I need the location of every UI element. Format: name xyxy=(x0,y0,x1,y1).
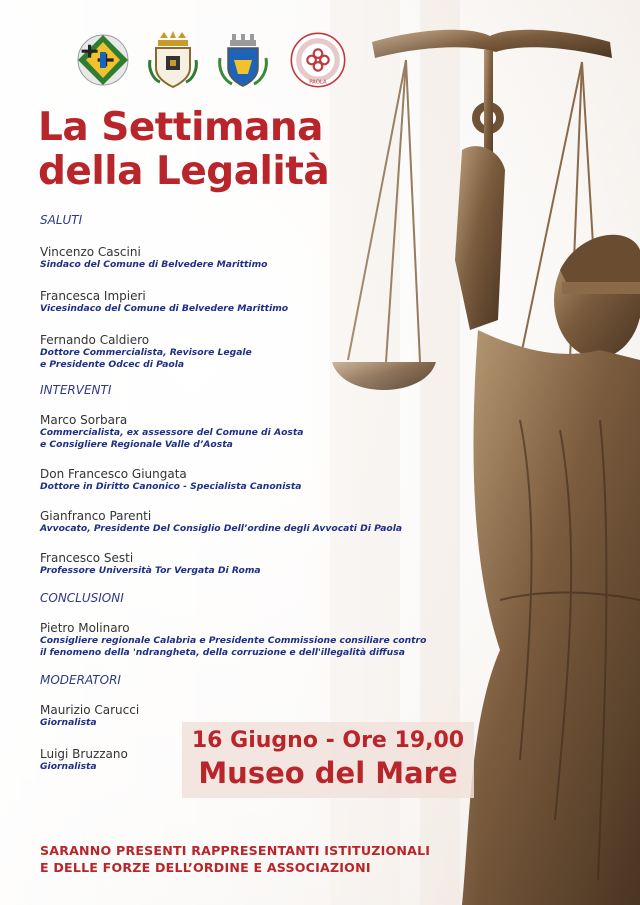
event-venue: Museo del Mare xyxy=(198,756,458,790)
event-date-time: 16 Giugno - Ore 19,00 xyxy=(191,728,465,753)
speaker-role: Avvocato, Presidente Del Consiglio Dell’ordine degli Avvocati Di Paola xyxy=(40,523,403,534)
speaker-name: Francesca Impieri xyxy=(40,289,146,303)
speaker-role: Professore Università Tor Vergata Di Roma xyxy=(40,565,261,576)
speaker-role: Commercialista, ex assessore del Comune di Aosta xyxy=(40,427,304,438)
footer-notice xyxy=(40,842,480,876)
speaker-name: Fernando Caldiero xyxy=(40,333,150,347)
program-list xyxy=(40,213,480,773)
speaker-entry xyxy=(40,621,480,659)
speaker-entry xyxy=(40,245,480,271)
speaker-role: Sindaco del Comune di Belvedere Marittimo xyxy=(40,259,268,270)
section-heading-saluti: SALUTI xyxy=(40,213,83,227)
speaker-name: Marco Sorbara xyxy=(40,413,128,427)
logos-row xyxy=(76,28,350,92)
section-heading-moderatori: MODERATORI xyxy=(40,673,121,687)
speaker-role: il fenomeno della 'ndrangheta, della corruzione e dell'illegalità diffusa xyxy=(40,647,405,658)
speaker-entry xyxy=(40,289,480,315)
speaker-entry xyxy=(40,509,480,535)
title-line-1: La Settimana xyxy=(38,105,323,150)
speaker-role: Dottore in Diritto Canonico - Specialista Canonista xyxy=(40,481,302,492)
speaker-role: Consigliere regionale Calabria e Presidente Commissione consiliare contro xyxy=(40,635,427,646)
speaker-role: Giornalista xyxy=(40,717,97,728)
page-title xyxy=(38,106,329,194)
speaker-role: Giornalista xyxy=(40,761,97,772)
speaker-entry xyxy=(40,333,480,371)
speaker-entry xyxy=(40,551,480,577)
speaker-role: e Presidente Odcec di Paola xyxy=(40,359,185,370)
belvedere-marittimo-crest-logo xyxy=(146,30,200,90)
footer-line-1: SARANNO PRESENTI RAPPRESENTANTI ISTITUZIONALI xyxy=(40,843,431,858)
speaker-entry xyxy=(40,413,480,451)
footer-line-2: E DELLE FORZE DELL’ORDINE E ASSOCIAZIONI xyxy=(40,860,371,875)
speaker-name: Vincenzo Cascini xyxy=(40,245,141,259)
regione-calabria-logo xyxy=(76,30,130,90)
speaker-name: Luigi Bruzzano xyxy=(40,747,128,761)
speaker-name: Francesco Sesti xyxy=(40,551,134,565)
speaker-name: Maurizio Carucci xyxy=(40,703,140,717)
odcec-logo-caption: PAOLA xyxy=(309,79,327,86)
comune-crest-logo xyxy=(216,30,270,90)
speaker-entry xyxy=(40,467,480,493)
speaker-name: Gianfranco Parenti xyxy=(40,509,152,523)
odcec-paola-logo xyxy=(286,28,350,92)
section-heading-conclusioni: CONCLUSIONI xyxy=(40,591,124,605)
event-info-box xyxy=(182,722,474,798)
speaker-role: Vicesindaco del Comune di Belvedere Marittimo xyxy=(40,303,289,314)
speaker-name: Pietro Molinaro xyxy=(40,621,130,635)
speaker-name: Don Francesco Giungata xyxy=(40,467,187,481)
title-line-2: della Legalità xyxy=(38,149,330,194)
speaker-role: Dottore Commercialista, Revisore Legale xyxy=(40,347,252,358)
speaker-role: e Consigliere Regionale Valle d’Aosta xyxy=(40,439,233,450)
section-heading-interventi: INTERVENTI xyxy=(40,383,112,397)
